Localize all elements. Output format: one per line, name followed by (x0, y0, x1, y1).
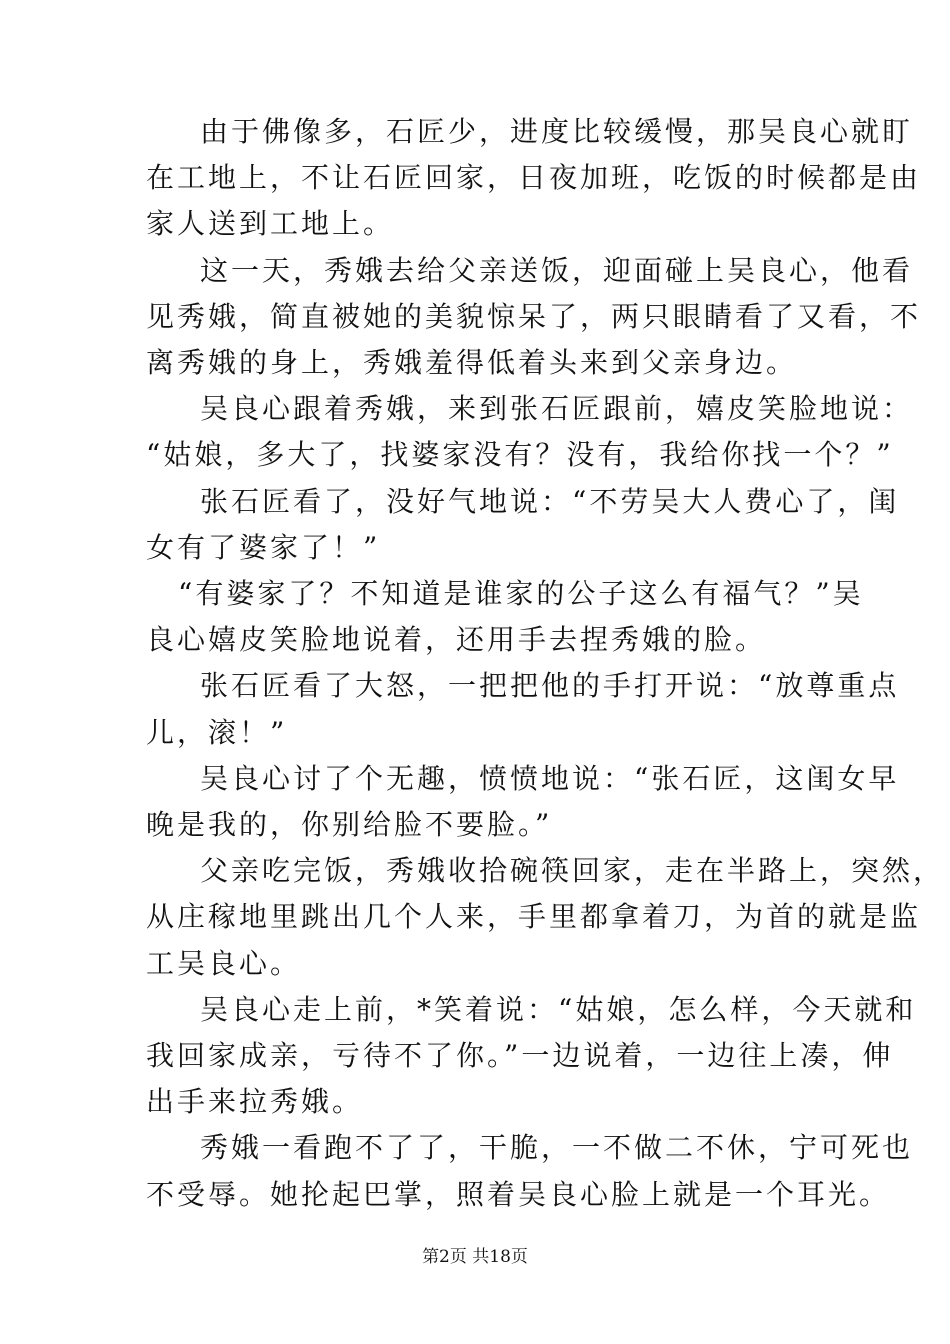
paragraph-line: 家人送到工地上。 (146, 207, 395, 241)
paragraph-line: 不受辱。她抡起巴掌，照着吴良心脸上就是一个耳光。 (146, 1177, 891, 1211)
paragraph-first-line: 张石匠看了大怒，一把把他的手打开说：“放尊重点 (200, 669, 900, 703)
paragraph-first-line: 吴良心走上前，*笑着说：“姑娘，怎么样，今天就和 (200, 992, 917, 1026)
paragraph-line: 见秀娥，简直被她的美貌惊呆了，两只眼睛看了又看，不 (146, 299, 922, 333)
paragraph-line: 从庄稼地里跳出几个人来，手里都拿着刀，为首的就是监 (146, 900, 922, 934)
paragraph-line: 离秀娥的身上，秀娥羞得低着头来到父亲身边。 (146, 346, 798, 379)
paragraph-first-line: 张石匠看了，没好气地说：“不劳吴大人费心了，闺 (200, 484, 900, 518)
paragraph-line: 出手来拉秀娥。 (146, 1085, 364, 1119)
paragraph-line: 晚是我的，你别给脸不要脸。” (146, 808, 553, 841)
paragraph-line: 女有了婆家了！” (146, 530, 381, 564)
paragraph-first-line: 由于佛像多，石匠少，进度比较缓慢，那吴良心就盯 (200, 115, 914, 148)
paragraph-line: 我回家成亲，亏待不了你。”一边说着，一边往上凑，伸 (146, 1039, 894, 1072)
paragraph-first-line: 父亲吃完饭，秀娥收拾碗筷回家，走在半路上，突然， (200, 854, 945, 888)
paragraph-line: 儿，滚！” (146, 715, 288, 749)
paragraph-first-line: “有婆家了？不知道是谁家的公子这么有福气？”吴 (178, 577, 864, 610)
paragraph-first-line: 吴良心跟着秀娥，来到张石匠跟前，嬉皮笑脸地说： (200, 392, 914, 426)
page-footer: 第2页 共18页 (422, 1247, 528, 1267)
paragraph-line: 在工地上，不让石匠回家，日夜加班，吃饭的时候都是由 (146, 161, 922, 195)
paragraph-first-line: 这一天，秀娥去给父亲送饭，迎面碰上吴良心，他看 (200, 253, 914, 287)
paragraph-line: 良心嬉皮笑脸地说着，还用手去捏秀娥的脸。 (146, 623, 767, 657)
paragraph-first-line: 秀娥一看跑不了了，干脆，一不做二不休，宁可死也 (200, 1131, 914, 1165)
paragraph-line: 工吴良心。 (146, 946, 302, 980)
paragraph-line: “姑娘，多大了，找婆家没有？没有，我给你找一个？” (146, 438, 894, 472)
paragraph-first-line: 吴良心讨了个无趣，愤愤地说：“张石匠，这闺女早 (200, 761, 900, 795)
